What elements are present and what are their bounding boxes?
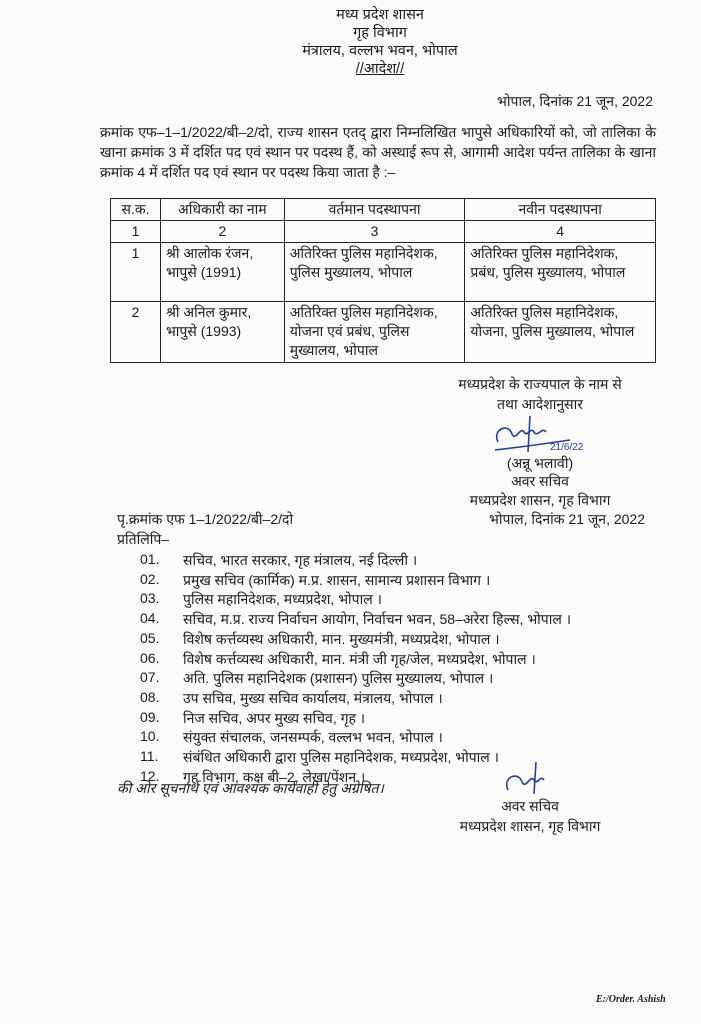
header-department: गृह विभाग [353,25,407,41]
col-number: 2 [160,221,284,243]
list-item: विशेष कर्त्तव्यस्थ अधिकारी, मान. मुख्यमंत्री, मध्यप्रदेश, भोपाल । [183,630,500,647]
cell-current: अतिरिक्त पुलिस महानिदेशक, पुलिस मुख्यालय, भोपाल [284,243,465,302]
header-address: मंत्रालय, वल्लभ भवन, भोपाल [302,43,458,59]
list-item: विशेष कर्त्तव्यस्थ अधिकारी, मान. मंत्री जी गृह/जेल, मध्यप्रदेश, भोपाल । [183,650,536,667]
list-item-number: 04. [140,610,160,627]
cell-name: श्री अनिल कुमार, भापुसे (1993) [160,302,284,363]
list-item-number: 09. [140,708,160,725]
authority-line1: मध्यप्रदेश के राज्यपाल के नाम से [458,376,622,392]
order-date: भोपाल, दिनांक 21 जून, 2022 [497,93,653,109]
svg-text:21/6/22: 21/6/22 [550,442,584,453]
col-header-current: वर्तमान पदस्थापना [284,199,465,221]
list-item: प्रमुख सचिव (कार्मिक) म.प्र. शासन, सामान्य प्रशासन विभाग । [183,571,491,588]
signatory-name: (अन्नू भलावी) [506,455,574,471]
list-item-number: 07. [140,669,160,686]
list-item-number: 06. [140,649,160,666]
list-item: सचिव, भारत सरकार, गृह मंत्रालय, नई दिल्ली । [183,552,418,568]
cell-current: अतिरिक्त पुलिस महानिदेशक, योजना एवं प्रबंध, पुलिस मुख्यालय, भोपाल [284,302,465,363]
file-reference: E:/Order. Ashish [596,994,666,1005]
list-item-number: 11. [140,748,159,764]
col-header-sno: स.क. [111,199,161,221]
cell-new: अतिरिक्त पुलिस महानिदेशक, प्रबंध, पुलिस मुख्यालय, भोपाल [465,243,656,302]
list-item-number: 01. [140,551,160,567]
table-colnum-row [111,221,656,243]
list-item-number: 12. [140,767,160,784]
signatory-department: मध्यप्रदेश शासन, गृह विभाग [469,492,611,508]
list-item: अति. पुलिस महानिदेशक (प्रशासन) पुलिस मुख्यालय, भोपाल । [183,670,494,687]
list-item: पुलिस महानिदेशक, मध्यप्रदेश, भोपाल । [183,591,382,608]
copy-closing: की ओर सूचनार्थ एवं आवश्यक कार्यवाही हेतु अग्रेषित। [117,780,384,796]
list-item: उप सचिव, मुख्य सचिव कार्यालय, मंत्रालय, भोपाल । [183,689,443,706]
signatory-department-2: मध्यप्रदेश शासन, गृह विभाग [459,818,601,834]
col-number: 1 [111,221,161,243]
signature-date: भोपाल, दिनांक 21 जून, 2022 [489,511,645,527]
authority-line2: तथा आदेशानुसार [497,396,583,412]
list-item: निज सचिव, अपर मुख्य सचिव, गृह । [183,709,366,726]
col-header-new: नवीन पदस्थापना [465,199,656,221]
signatory-designation-2: अवर सचिव [501,798,559,814]
cell-name: श्री आलोक रंजन, भापुसे (1991) [160,243,284,302]
cell-sno: 2 [111,302,161,363]
list-item-number: 03. [140,590,160,607]
table-row [111,243,656,302]
cell-sno: 1 [111,243,161,302]
copy-reference: पृ.क्रमांक एफ 1–1/2022/बी–2/दो [117,511,294,527]
handwritten-signature [490,412,590,457]
list-item-number: 08. [140,688,160,705]
posting-table [110,198,656,363]
signatory-designation: अवर सचिव [511,473,569,489]
header-government: मध्य प्रदेश शासन [336,7,424,23]
list-item-number: 10. [140,728,160,745]
list-item: संबंधित अधिकारी द्वारा पुलिस महानिदेशक, मध्यप्रदेश, भोपाल । [183,749,499,765]
list-item: सचिव, म.प्र. राज्य निर्वाचन आयोग, निर्वाचन भवन, 58–अरेरा हिल्स, भोपाल । [183,611,572,628]
col-header-name: अधिकारी का नाम [160,199,284,221]
col-number: 3 [284,221,465,243]
list-item: गृह विभाग, कक्ष बी–2, लेखा/पेंशन । [183,768,366,785]
table-header-row [111,199,656,221]
table-row [111,302,656,363]
order-paragraph: क्रमांक एफ–1–1/2022/बी–2/दो, राज्य शासन एतद् द्वारा निम्नलिखित भापुसे अधिकारियों को, जो तालिका के खाना क्रमांक 3 में दर्शित पद एवं स्थान पर पदस्थ हैं, को अस्थाई रूप से, आगामी आदेश पर्यन्त तालिका के खाना क्रमांक 4 में दर्शित पद एवं स्थान पर पदस्थ किया जाता है :– [100,124,656,180]
handwritten-signature [500,760,560,800]
list-item: संयुक्त संचालक, जनसम्पर्क, वल्लभ भवन, भोपाल । [183,729,443,746]
copy-title: प्रतिलिपि– [117,531,170,547]
list-item-number: 02. [140,570,160,587]
list-item-number: 05. [140,629,160,646]
order-title: //आदेश// [355,61,405,77]
col-number: 4 [465,221,656,243]
cell-new: अतिरिक्त पुलिस महानिदेशक, योजना, पुलिस मुख्यालय, भोपाल [465,302,656,363]
